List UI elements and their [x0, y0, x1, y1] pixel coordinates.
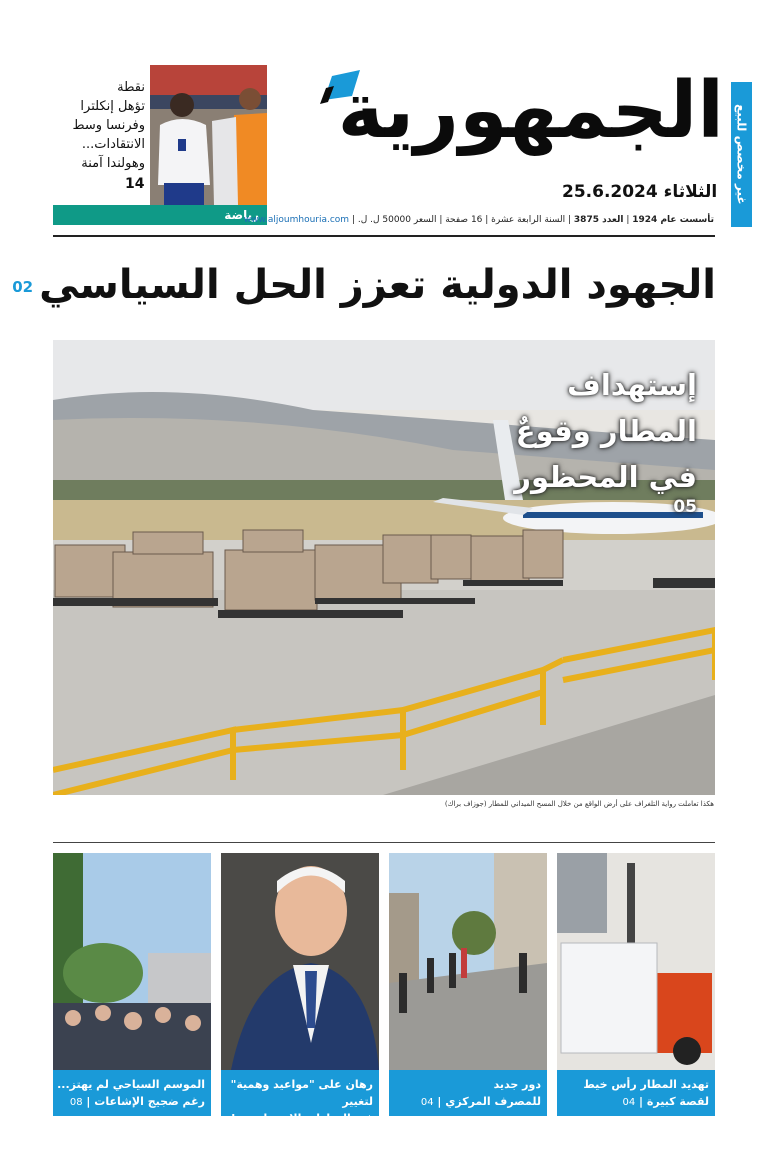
story-page-number: 04	[622, 1097, 636, 1108]
main-headline[interactable]	[12, 254, 716, 316]
promo-page-number: 14	[125, 176, 145, 192]
portrait-photo	[221, 853, 379, 1070]
story-card-strategic-bet[interactable]	[221, 853, 379, 1142]
hero-photo-airport[interactable]	[53, 340, 715, 795]
overlay-page-number: 05	[673, 497, 697, 517]
football-photo	[150, 65, 267, 205]
publication-year: السنة الرابعة عشرة	[491, 215, 566, 225]
not-for-sale-tag: غير مخصص للبيع	[731, 82, 752, 227]
story-caption: دور جديد للمصرف المركزي | 04	[389, 1070, 547, 1116]
website-link[interactable]: www.aljoumhouria.com	[243, 215, 350, 225]
issue-price: السعر 50000 ل. ل.	[357, 215, 437, 225]
story-page-number: 08	[69, 1097, 83, 1108]
story-caption: الموسم السياحي لم يهتز... رغم ضجيج الإشاعات | 08	[53, 1070, 211, 1116]
promo-line: وفرنسا وسط	[72, 118, 145, 133]
promo-line: تؤهل إنكلترا	[80, 99, 145, 114]
photo-caption: هكذا تعاملت رواية التلغراف على أرض الواقع من خلال المسح الميداني للمطار (جوزاف براك)	[444, 800, 714, 808]
street-protest-photo	[389, 853, 547, 1070]
header-divider	[53, 235, 715, 237]
issue-number: العدد 3875	[573, 215, 624, 225]
story-title: الموسم السياحي لم يهتز...	[57, 1078, 205, 1091]
story-page-number: 04	[420, 1097, 434, 1108]
headline-text: الجهود الدولية تعزز الحل السياسي	[39, 262, 716, 308]
overlay-line: في المحظور	[514, 460, 697, 494]
forklift-photo	[557, 853, 715, 1070]
overlay-line: المطار وقوعٌ	[515, 414, 697, 448]
story-card-central-bank[interactable]	[389, 853, 547, 1116]
story-caption: تهديد المطار رأس خيط لقصة كبيرة | 04	[557, 1070, 715, 1116]
hero-overlay-headline	[514, 362, 697, 518]
section-label-sport: رياضة	[53, 205, 267, 225]
story-caption: رهان على "مواعيد وهمية" لتغيير في الخيارات الاستراتيجية! | 06	[221, 1070, 379, 1116]
story-subtitle: في الخيارات الاستراتيجية!	[230, 1112, 373, 1125]
overlay-line: إستهداف	[567, 368, 697, 402]
issue-day: الثلاثاء	[663, 182, 718, 202]
story-title: تهديد المطار رأس خيط	[583, 1078, 709, 1091]
story-title: رهان على "مواعيد وهمية" لتغيير	[230, 1078, 373, 1108]
story-card-airport-threat[interactable]	[557, 853, 715, 1116]
promo-line: وهولندا آمنة	[81, 156, 145, 171]
page-count: 16 صفحة	[445, 215, 483, 225]
promo-line: الانتقادات...	[81, 137, 145, 152]
story-page-number: 06	[352, 1131, 366, 1142]
promo-text	[53, 78, 145, 173]
story-subtitle: للمصرف المركزي	[445, 1095, 541, 1108]
headline-page-number: 02	[12, 278, 34, 296]
story-title: دور جديد	[493, 1078, 541, 1091]
sport-promo[interactable]	[53, 64, 267, 224]
issue-date	[562, 182, 717, 202]
story-subtitle: لقصة كبيرة	[646, 1095, 709, 1108]
story-subtitle: رغم ضجيج الإشاعات	[94, 1095, 205, 1108]
story-card-tourism-season[interactable]	[53, 853, 211, 1116]
promo-line: نقطة	[117, 80, 145, 95]
crowd-photo	[53, 853, 211, 1070]
newspaper-name: الجمهورية	[337, 66, 724, 156]
issue-date-value: 25.6.2024	[562, 182, 658, 202]
section-divider	[53, 842, 715, 843]
founded-year: تأسست عام 1924	[632, 215, 714, 225]
issue-info: تأسست عام 1924 | العدد 3875 | السنة الرابعة عشرة | 16 صفحة | السعر 50000 ل. ل. | www.aljoumhouria.com	[243, 215, 714, 225]
masthead-logo[interactable]	[312, 62, 724, 190]
